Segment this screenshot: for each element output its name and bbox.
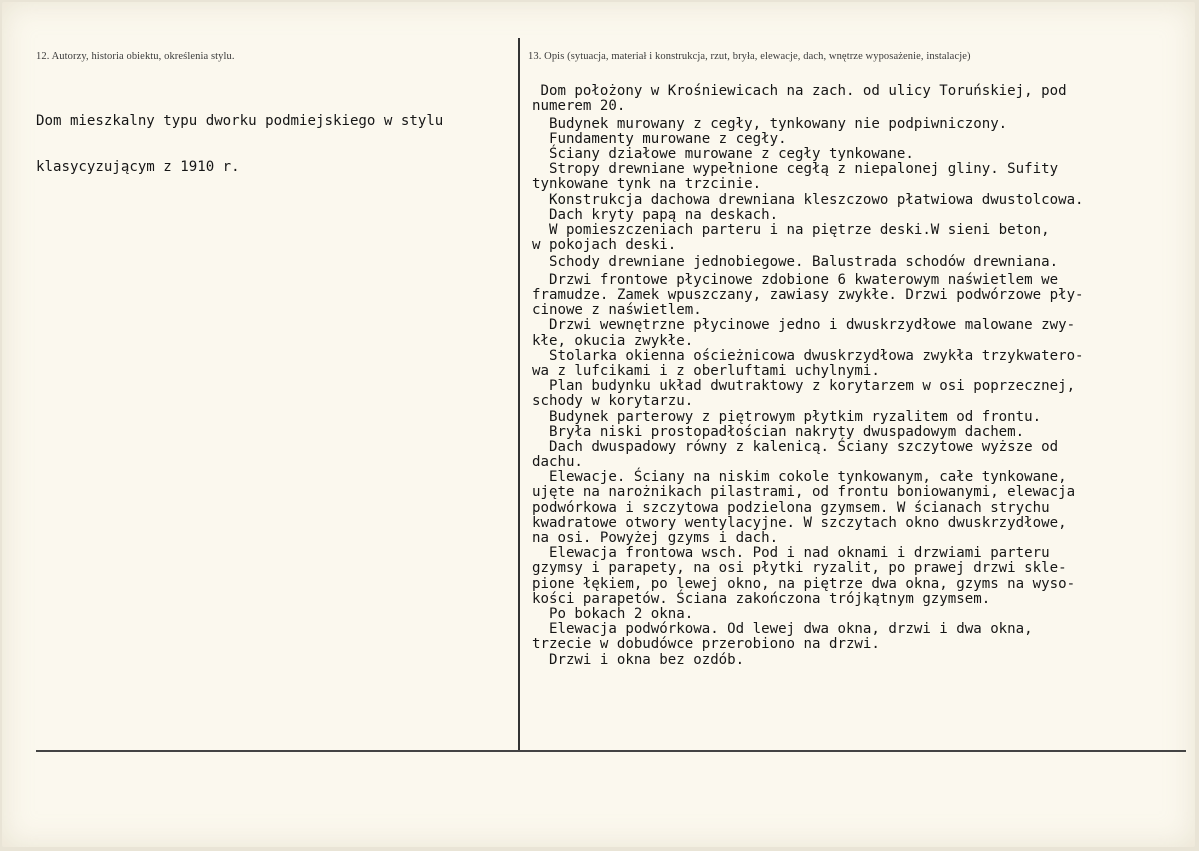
typed-line: Konstrukcja dachowa drewniana kleszczowo płatwiowa dwustolcowa. [532, 191, 1084, 208]
typed-line: klasycyzującym z 1910 r. [36, 159, 240, 175]
section-13-typed-text [532, 84, 1084, 668]
typed-line: na osi. Powyżej gzyms i dach. [532, 530, 779, 546]
typed-line: Schody drewniane jednobiegowe. Balustrada schodów drewniana. [532, 254, 1059, 271]
typed-line: pione łękiem, po lewej okno, na piętrze dwa okna, gzyms na wyso- [532, 575, 1076, 592]
section-12-typed-text [36, 84, 443, 206]
typed-line: Dach dwuspadowy równy z kalenicą. Ściany szczytowe wyższe od [532, 438, 1059, 455]
typed-line: Drzwi i okna bez ozdób. [532, 651, 745, 668]
typed-line: Dach kryty papą na deskach. [532, 206, 779, 223]
typed-line: schody w korytarzu. [532, 393, 694, 410]
typed-line: gzymsy i parapety, na osi płytki ryzalit, po prawej drzwi skle- [532, 560, 1067, 577]
typed-line: Po bokach 2 okna. [532, 605, 694, 622]
typed-line: Stolarka okienna ościeżnicowa dwuskrzydłowa zwykła trzykwatero- [532, 347, 1084, 364]
typed-line: Elewacje. Ściany na niskim cokole tynkowanym, całe tynkowane, [532, 469, 1067, 486]
typed-line: Plan budynku układ dwutraktowy z korytarzem w osi poprzecznej, [532, 378, 1076, 395]
typed-line: trzecie w dobudówce przerobiono na drzwi. [532, 636, 880, 653]
typed-line: Bryła niski prostopadłościan nakryty dwuspadowym dachem. [532, 423, 1025, 440]
typed-line: kości parapetów. Ściana zakończona trójkątnym gzymsem. [532, 590, 991, 607]
typed-line: tynkowane tynk na trzcinie. [532, 176, 762, 193]
typed-line: Stropy drewniane wypełnione cegłą z niepalonej gliny. Sufity [532, 161, 1059, 178]
section-12-header: 12. Autorzy, historia obiektu, określenia stylu. [36, 51, 235, 62]
typed-line: Dom mieszkalny typu dworku podmiejskiego w stylu [36, 113, 444, 130]
typed-line: dachu. [532, 454, 583, 471]
typed-line: kwadratowe otwory wentylacyjne. W szczytach okno dwuskrzydłowe, [532, 514, 1067, 531]
typed-line: ujęte na narożnikach pilastrami, od frontu boniowanymi, elewacja [532, 484, 1076, 501]
typed-line: Budynek parterowy z piętrowym płytkim ryzalitem od frontu. [532, 408, 1042, 425]
typed-line: wa z lufcikami i z oberluftami uchylnymi. [532, 362, 880, 379]
bottom-rule [36, 750, 1186, 752]
section-13-header: 13. Opis (sytuacja, materiał i konstrukcja, rzut, bryła, elewacje, dach, wnętrze wyposażenie, instalacje) [528, 51, 971, 62]
typed-line: kłe, okucia zwykłe. [532, 332, 694, 349]
typed-line: cinowe z naświetlem. [532, 302, 702, 319]
typed-line: w pokojach deski. [532, 237, 677, 254]
typed-line: W pomieszczeniach parteru i na piętrze deski.W sieni beton, [532, 221, 1050, 238]
typed-line: Fundamenty murowane z cegły. [532, 130, 787, 147]
record-card [2, 2, 1195, 847]
typed-line: Elewacja podwórkowa. Od lewej dwa okna, drzwi i dwa okna, [532, 621, 1033, 638]
typed-line: Drzwi wewnętrzne płycinowe jedno i dwuskrzydłowe malowane zwy- [532, 317, 1076, 334]
typed-line: numerem 20. [532, 98, 626, 115]
typed-line: Elewacja frontowa wsch. Pod i nad oknami i drzwiami parteru [532, 545, 1050, 562]
typed-line: Drzwi frontowe płycinowe zdobione 6 kwaterowym naświetlem we [532, 271, 1059, 288]
typed-line: framudze. Zamek wpuszczany, zawiasy zwykłe. Drzwi podwórzowe pły- [532, 287, 1084, 303]
typed-line: Ściany działowe murowane z cegły tynkowane. [532, 145, 914, 162]
column-divider [518, 38, 520, 750]
typed-line: podwórkowa i szczytowa podzielona gzymsem. W ścianach strychu [532, 499, 1050, 516]
typed-line: Dom położony w Krośniewicach na zach. od ulicy Toruńskiej, pod [532, 83, 1067, 99]
typed-line: Budynek murowany z cegły, tynkowany nie podpiwniczony. [532, 115, 1008, 132]
